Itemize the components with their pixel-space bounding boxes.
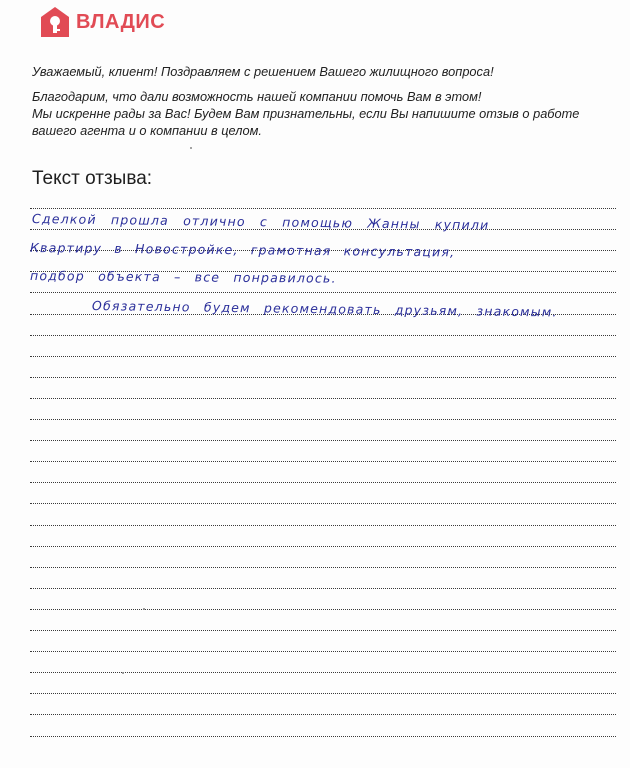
ruled-line (30, 609, 616, 610)
ruled-line (30, 314, 616, 315)
brand-logo (40, 6, 165, 38)
ruled-line (30, 292, 616, 293)
ruled-line (30, 356, 616, 357)
ruled-line (30, 335, 616, 336)
ruled-line (30, 736, 616, 737)
ruled-line (30, 398, 616, 399)
ruled-line (30, 419, 616, 420)
ruled-line (30, 440, 616, 441)
ruled-line (30, 651, 616, 652)
review-title: Текст отзыва: (32, 168, 153, 189)
ruled-line (30, 250, 616, 251)
handwritten-line: Сделкой прошла отлично с помощью Жанны купили (31, 211, 490, 233)
scan-speck (190, 147, 192, 149)
ruled-line (30, 229, 616, 230)
thanks-line-1: Благодарим, что дали возможность нашей компании помочь Вам в этом! (32, 89, 482, 104)
ruled-line (30, 630, 616, 631)
ruled-line (30, 714, 616, 715)
ruled-line (30, 567, 616, 568)
ruled-line (30, 208, 616, 209)
greeting-paragraph: Уважаемый, клиент! Поздравляем с решением Вашего жилищного вопроса! (32, 64, 494, 79)
ruled-lines (30, 208, 616, 756)
brand-name: ВЛАДИС (76, 10, 166, 33)
ruled-line (30, 377, 616, 378)
intro-text (32, 63, 602, 139)
handwritten-line: Обязательно будем рекомендовать друзьям, знакомым. (91, 298, 558, 320)
thanks-line-2: Мы искренне рады за Вас! Будем Вам признательны, если Вы напишите отзыв о работе (32, 106, 580, 121)
ruled-line (30, 482, 616, 483)
scan-speck (143, 608, 145, 610)
ruled-line (30, 525, 616, 526)
thanks-line-3: вашего агента и о компании в целом. (32, 123, 262, 138)
handwritten-line: Квартиру в Новостройке, грамотная консультация, (29, 240, 456, 260)
ruled-line (30, 461, 616, 462)
handwritten-line: подбор объекта – все понравилось. (29, 268, 337, 286)
ruled-line (30, 588, 616, 589)
scan-speck (122, 672, 124, 674)
ruled-line (30, 672, 616, 673)
house-key-icon (40, 6, 70, 38)
ruled-line (30, 271, 616, 272)
ruled-line (30, 546, 616, 547)
ruled-line (30, 503, 616, 504)
ruled-line (30, 693, 616, 694)
